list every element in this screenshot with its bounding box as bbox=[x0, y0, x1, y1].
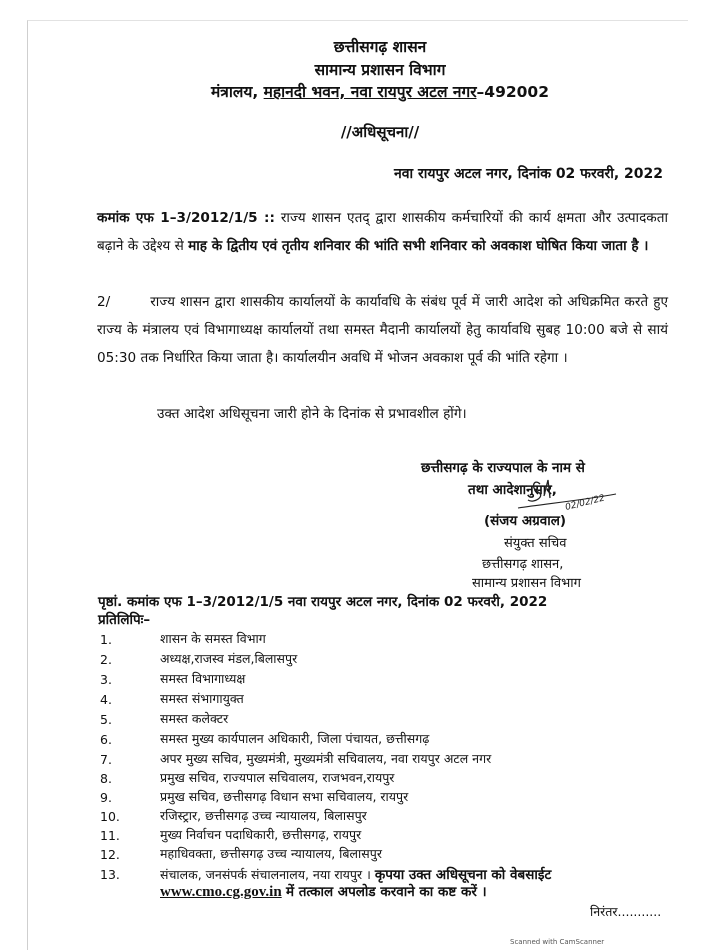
header-govt: छत्तीसगढ़ शासन bbox=[333, 38, 427, 56]
recipient-item: समस्त विभागाध्यक्ष bbox=[160, 671, 246, 686]
upload-request: कृपया उक्त अधिसूचना को वेबसाईट bbox=[374, 867, 552, 883]
recipient-item-13: संचालक, जनसंपर्क संचालनालय, नया रायपुर । कृपया उक्त अधिसूचना को वेबसाईट bbox=[160, 867, 552, 883]
order-paragraph-3: उक्त आदेश अधिसूचना जारी होने के दिनांक से प्रभावशील होंगे। bbox=[157, 406, 467, 422]
scanner-watermark: Scanned with CamScanner bbox=[510, 938, 605, 946]
recipient-item: अपर मुख्य सचिव, मुख्यमंत्री, मुख्यमंत्री सचिवालय, नवा रायपुर अटल नगर bbox=[160, 751, 492, 766]
recipient-item: समस्त संभागायुक्त bbox=[160, 691, 244, 706]
order-bold-text: माह के द्वितीय एवं तृतीय शनिवार की भांति सभी शनिवार को अवकाश घोषित किया जाता है । bbox=[188, 238, 649, 254]
recipient-item: महाधिवक्ता, छत्तीसगढ़ उच्च न्यायालय, बिलासपुर bbox=[160, 846, 382, 861]
website-link[interactable]: www.cmo.cg.gov.in bbox=[160, 884, 282, 900]
recipient-number: 4. bbox=[100, 692, 112, 707]
recipient-number: 2. bbox=[100, 652, 112, 667]
copy-label: प्रतिलिपिः– bbox=[98, 612, 151, 628]
recipient-number: 8. bbox=[100, 771, 112, 786]
order-paragraph-1: कमांक एफ 1–3/2012/1/5 :: राज्य शासन एतद् द्वारा शासकीय कर्मचारियों की कार्य क्षमता और उत्पादकता बढ़ाने के उद्देश्य से माह के द्वितीय एवं तृतीय शनिवार की भांति सभी शनिवार को अवकाश घोषित किया जाता है । bbox=[97, 210, 668, 254]
website-line: www.cmo.cg.gov.in में तत्काल अपलोड करवाने का कष्ट करें । bbox=[160, 884, 487, 900]
recipient-number: 1. bbox=[100, 632, 112, 647]
endorsement-line: पृष्ठां. कमांक एफ 1–3/2012/1/5 नवा रायपुर अटल नगर, दिनांक 02 फरवरी, 2022 bbox=[98, 594, 548, 610]
recipient-item: रजिस्ट्रार, छत्तीसगढ़ उच्च न्यायालय, बिलासपुर bbox=[160, 808, 367, 823]
recipient-number: 9. bbox=[100, 790, 112, 805]
date-line: नवा रायपुर अटल नगर, दिनांक 02 फरवरी, 2022 bbox=[393, 166, 663, 182]
recipient-item: प्रमुख सचिव, राज्यपाल सचिवालय, राजभवन,रायपुर bbox=[160, 770, 395, 785]
signature-scribble bbox=[504, 474, 624, 514]
recipient-item: शासन के समस्त विभाग bbox=[160, 631, 266, 646]
signatory-department: सामान्य प्रशासन विभाग bbox=[472, 576, 581, 591]
recipient-item: समस्त मुख्य कार्यपालन अधिकारी, जिला पंचायत, छत्तीसगढ़ bbox=[160, 731, 430, 746]
header-department: सामान्य प्रशासन विभाग bbox=[314, 61, 446, 79]
recipient-item: समस्त कलेक्टर bbox=[160, 711, 229, 726]
header-address: मंत्रालय, महानदी भवन, नवा रायपुर अटल नगर–492002 bbox=[211, 83, 549, 101]
notification-title: //अधिसूचना// bbox=[340, 123, 420, 141]
header-address-underlined: महानदी भवन, नवा रायपुर अटल नगर bbox=[263, 83, 477, 101]
recipient-number: 5. bbox=[100, 712, 112, 727]
recipient-item: मुख्य निर्वाचन पदाधिकारी, छत्तीसगढ़, रायपुर bbox=[160, 827, 362, 842]
signature-date: 02/02/22 bbox=[564, 493, 606, 513]
continued-marker: निरंतर........... bbox=[590, 904, 662, 919]
recipient-number: 6. bbox=[100, 732, 112, 747]
recipient-number: 10. bbox=[100, 809, 120, 824]
recipient-number: 12. bbox=[100, 847, 120, 862]
recipient-number: 7. bbox=[100, 752, 112, 767]
recipient-number: 13. bbox=[100, 867, 120, 882]
order-paragraph-2: 2/ राज्य शासन द्वारा शासकीय कार्यालयों के कार्यावधि के संबंध पूर्व में जारी आदेश को अधिक्रमित करते हुए राज्य के मंत्रालय एवं विभागाध्यक्ष कार्यालयों तथा समस्त मैदानी कार्यालयों हेतु कार्यावधि सुबह 10:00 बजे से सायं 05:30 तक निर्धारित किया जाता है। कार्यालयीन अवधि में भोजन अवकाश पूर्व की भांति रहेगा । bbox=[97, 294, 668, 366]
para2-number: 2/ bbox=[97, 294, 111, 310]
signature-line-2: तथा आदेशानुसार, bbox=[468, 482, 557, 498]
signatory-designation: संयुक्त सचिव bbox=[504, 536, 567, 551]
recipient-number: 11. bbox=[100, 828, 120, 843]
recipient-number: 3. bbox=[100, 672, 112, 687]
recipient-item: अध्यक्ष,राजस्व मंडल,बिलासपुर bbox=[160, 651, 298, 666]
signature-line-1: छत्तीसगढ़ के राज्यपाल के नाम से bbox=[421, 460, 585, 476]
signatory-name: (संजय अग्रवाल) bbox=[484, 513, 567, 529]
order-number: कमांक एफ 1–3/2012/1/5 :: bbox=[97, 210, 275, 226]
recipient-item: प्रमुख सचिव, छत्तीसगढ़ विधान सभा सचिवालय, रायपुर bbox=[160, 789, 409, 804]
signatory-government: छत्तीसगढ़ शासन, bbox=[482, 557, 564, 572]
